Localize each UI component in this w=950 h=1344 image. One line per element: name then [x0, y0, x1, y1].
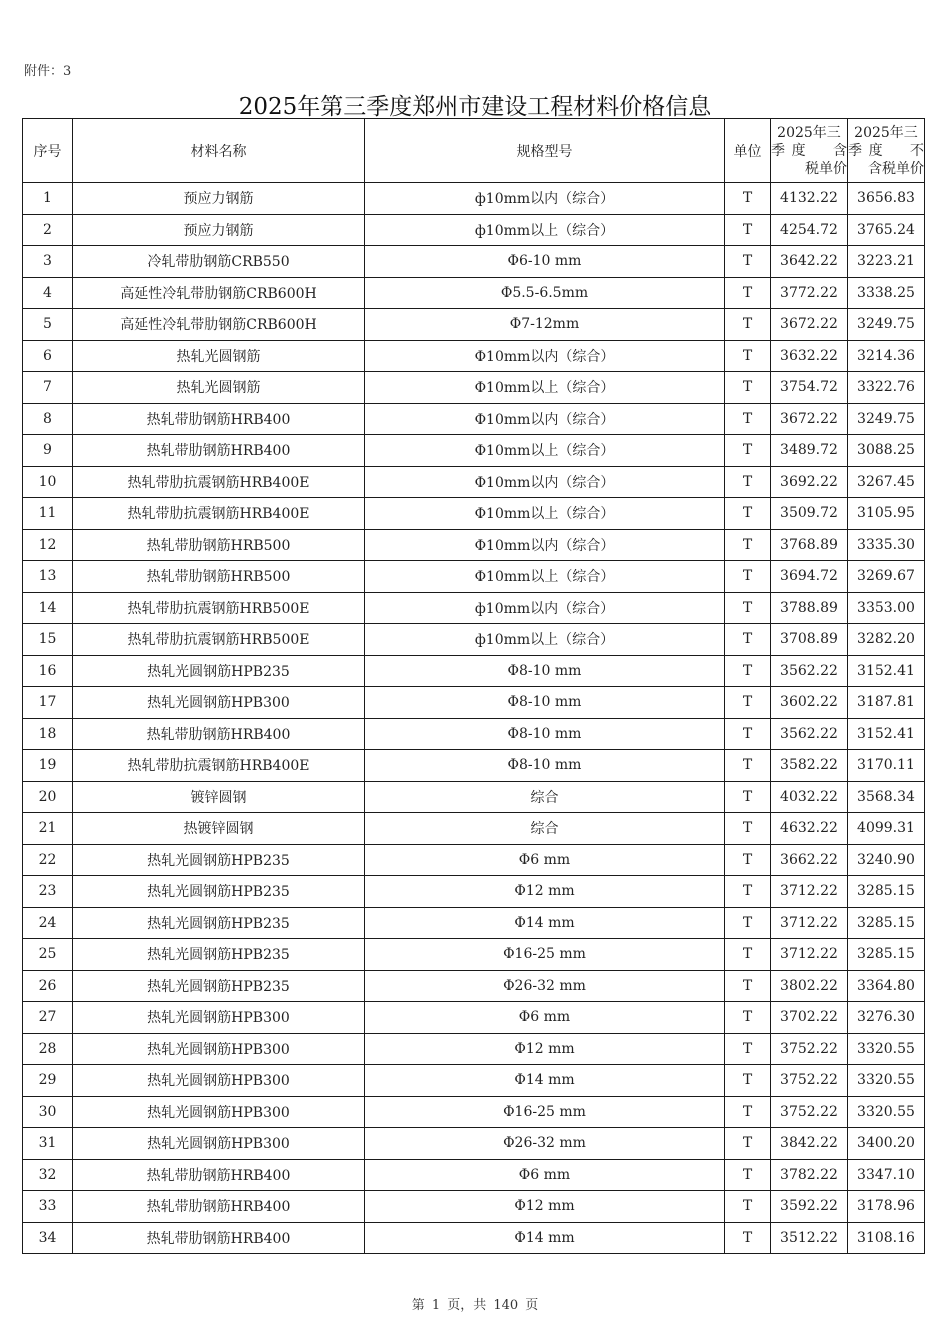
cell-index: 14 [23, 592, 73, 624]
cell-price-tax-excluded: 3223.21 [848, 246, 925, 278]
cell-unit: T [725, 1159, 771, 1191]
table-row [23, 876, 925, 908]
cell-unit: T [725, 561, 771, 593]
cell-material-name: 热轧光圆钢筋HPB300 [73, 1096, 365, 1128]
cell-price-tax-included: 3788.89 [771, 592, 848, 624]
table-row [23, 1002, 925, 1034]
cell-price-tax-excluded: 3088.25 [848, 435, 925, 467]
cell-spec: Φ26-32 mm [365, 1128, 725, 1160]
cell-spec: Φ14 mm [365, 907, 725, 939]
cell-index: 28 [23, 1033, 73, 1065]
cell-material-name: 热轧光圆钢筋HPB235 [73, 844, 365, 876]
cell-price-tax-included: 3712.22 [771, 876, 848, 908]
cell-price-tax-excluded: 3335.30 [848, 529, 925, 561]
cell-spec: Φ10mm以内（综合） [365, 529, 725, 561]
cell-spec: Φ6-10 mm [365, 246, 725, 278]
cell-spec: Φ12 mm [365, 876, 725, 908]
table-row [23, 1222, 925, 1254]
cell-spec: Φ8-10 mm [365, 687, 725, 719]
cell-price-tax-excluded: 4099.31 [848, 813, 925, 845]
cell-index: 9 [23, 435, 73, 467]
header-price-notax-line1: 2025年三 [854, 124, 918, 141]
cell-index: 5 [23, 309, 73, 341]
cell-material-name: 高延性冷轧带肋钢筋CRB600H [73, 277, 365, 309]
cell-index: 8 [23, 403, 73, 435]
cell-index: 10 [23, 466, 73, 498]
table-row [23, 403, 925, 435]
cell-price-tax-included: 3752.22 [771, 1033, 848, 1065]
cell-material-name: 热轧光圆钢筋HPB235 [73, 655, 365, 687]
cell-price-tax-excluded: 3285.15 [848, 876, 925, 908]
cell-material-name: 热轧光圆钢筋HPB235 [73, 907, 365, 939]
cell-spec: Φ6 mm [365, 1002, 725, 1034]
header-unit: 单位 [725, 119, 771, 183]
cell-unit: T [725, 876, 771, 908]
cell-index: 15 [23, 624, 73, 656]
header-price-tax-line1: 2025年三 [777, 124, 841, 141]
cell-price-tax-included: 3672.22 [771, 309, 848, 341]
cell-price-tax-excluded: 3282.20 [848, 624, 925, 656]
cell-unit: T [725, 246, 771, 278]
cell-unit: T [725, 309, 771, 341]
cell-price-tax-included: 4032.22 [771, 781, 848, 813]
cell-price-tax-included: 3712.22 [771, 939, 848, 971]
table-row [23, 624, 925, 656]
cell-price-tax-included: 3754.72 [771, 372, 848, 404]
cell-price-tax-included: 3642.22 [771, 246, 848, 278]
cell-price-tax-included: 3512.22 [771, 1222, 848, 1254]
cell-unit: T [725, 939, 771, 971]
cell-price-tax-included: 3712.22 [771, 907, 848, 939]
cell-unit: T [725, 183, 771, 215]
cell-spec: Φ6 mm [365, 844, 725, 876]
cell-spec: Φ10mm以上（综合） [365, 372, 725, 404]
table-row [23, 1065, 925, 1097]
cell-price-tax-included: 3602.22 [771, 687, 848, 719]
cell-unit: T [725, 372, 771, 404]
cell-index: 32 [23, 1159, 73, 1191]
cell-index: 24 [23, 907, 73, 939]
cell-material-name: 高延性冷轧带肋钢筋CRB600H [73, 309, 365, 341]
table-row [23, 655, 925, 687]
cell-material-name: 热轧光圆钢筋HPB300 [73, 687, 365, 719]
page-number: 第 1 页，共 140 页 [411, 1298, 539, 1313]
cell-price-tax-included: 3562.22 [771, 718, 848, 750]
table-row [23, 1128, 925, 1160]
cell-spec: Φ7-12mm [365, 309, 725, 341]
cell-index: 18 [23, 718, 73, 750]
cell-price-tax-included: 3632.22 [771, 340, 848, 372]
table-header-row [23, 119, 925, 183]
table-row [23, 1159, 925, 1191]
cell-unit: T [725, 687, 771, 719]
cell-index: 20 [23, 781, 73, 813]
cell-spec: ф10mm以上（综合） [365, 624, 725, 656]
cell-spec: Φ16-25 mm [365, 939, 725, 971]
cell-price-tax-excluded: 3765.24 [848, 214, 925, 246]
attachment-label: 附件：3 [24, 64, 72, 79]
table-row [23, 277, 925, 309]
cell-unit: T [725, 970, 771, 1002]
cell-unit: T [725, 277, 771, 309]
cell-index: 11 [23, 498, 73, 530]
table-row [23, 498, 925, 530]
table-row [23, 561, 925, 593]
cell-price-tax-excluded: 3152.41 [848, 718, 925, 750]
cell-spec: ф10mm以上（综合） [365, 214, 725, 246]
cell-unit: T [725, 403, 771, 435]
cell-price-tax-excluded: 3214.36 [848, 340, 925, 372]
table-row [23, 970, 925, 1002]
header-price-tax-line2: 季度 含 [771, 142, 847, 159]
cell-material-name: 热轧光圆钢筋HPB300 [73, 1033, 365, 1065]
cell-price-tax-included: 4254.72 [771, 214, 848, 246]
table-row [23, 1096, 925, 1128]
cell-unit: T [725, 340, 771, 372]
table-row [23, 781, 925, 813]
cell-spec: ф10mm以内（综合） [365, 183, 725, 215]
cell-price-tax-excluded: 3364.80 [848, 970, 925, 1002]
cell-index: 33 [23, 1191, 73, 1223]
cell-spec: Φ10mm以上（综合） [365, 435, 725, 467]
cell-unit: T [725, 655, 771, 687]
cell-index: 29 [23, 1065, 73, 1097]
cell-spec: ф10mm以内（综合） [365, 592, 725, 624]
cell-price-tax-included: 3752.22 [771, 1096, 848, 1128]
cell-price-tax-excluded: 3320.55 [848, 1033, 925, 1065]
cell-price-tax-included: 3752.22 [771, 1065, 848, 1097]
cell-unit: T [725, 844, 771, 876]
cell-price-tax-excluded: 3285.15 [848, 939, 925, 971]
cell-material-name: 热轧带肋钢筋HRB400 [73, 435, 365, 467]
cell-price-tax-excluded: 3400.20 [848, 1128, 925, 1160]
cell-index: 25 [23, 939, 73, 971]
cell-spec: Φ10mm以内（综合） [365, 403, 725, 435]
cell-index: 13 [23, 561, 73, 593]
cell-unit: T [725, 1033, 771, 1065]
cell-unit: T [725, 592, 771, 624]
cell-unit: T [725, 781, 771, 813]
table-row [23, 309, 925, 341]
cell-index: 22 [23, 844, 73, 876]
cell-index: 19 [23, 750, 73, 782]
cell-price-tax-excluded: 3108.16 [848, 1222, 925, 1254]
cell-price-tax-included: 3582.22 [771, 750, 848, 782]
cell-material-name: 热轧带肋钢筋HRB400 [73, 403, 365, 435]
cell-unit: T [725, 435, 771, 467]
cell-unit: T [725, 813, 771, 845]
cell-price-tax-included: 3768.89 [771, 529, 848, 561]
cell-material-name: 热轧带肋钢筋HRB400 [73, 1159, 365, 1191]
table-row [23, 214, 925, 246]
cell-price-tax-excluded: 3320.55 [848, 1065, 925, 1097]
cell-material-name: 热轧带肋抗震钢筋HRB400E [73, 750, 365, 782]
cell-spec: Φ12 mm [365, 1191, 725, 1223]
header-price-notax-line3: 含税单价 [868, 160, 924, 177]
cell-price-tax-excluded: 3322.76 [848, 372, 925, 404]
table-row [23, 466, 925, 498]
cell-price-tax-included: 4132.22 [771, 183, 848, 215]
cell-unit: T [725, 750, 771, 782]
cell-material-name: 热轧带肋抗震钢筋HRB500E [73, 592, 365, 624]
cell-index: 31 [23, 1128, 73, 1160]
cell-unit: T [725, 907, 771, 939]
cell-price-tax-included: 3702.22 [771, 1002, 848, 1034]
header-material-name: 材料名称 [73, 119, 365, 183]
cell-material-name: 热轧带肋抗震钢筋HRB400E [73, 466, 365, 498]
cell-material-name: 热轧带肋抗震钢筋HRB500E [73, 624, 365, 656]
cell-unit: T [725, 1128, 771, 1160]
cell-price-tax-included: 3802.22 [771, 970, 848, 1002]
table-row [23, 340, 925, 372]
cell-index: 3 [23, 246, 73, 278]
cell-material-name: 热轧带肋钢筋HRB400 [73, 718, 365, 750]
cell-unit: T [725, 214, 771, 246]
cell-index: 27 [23, 1002, 73, 1034]
table-body [23, 183, 925, 1254]
cell-index: 7 [23, 372, 73, 404]
header-price-tax-excluded [848, 119, 925, 183]
cell-price-tax-excluded: 3656.83 [848, 183, 925, 215]
cell-price-tax-included: 3694.72 [771, 561, 848, 593]
cell-spec: Φ10mm以内（综合） [365, 466, 725, 498]
cell-material-name: 预应力钢筋 [73, 214, 365, 246]
cell-material-name: 热轧带肋钢筋HRB500 [73, 561, 365, 593]
cell-material-name: 镀锌圆钢 [73, 781, 365, 813]
cell-price-tax-included: 3489.72 [771, 435, 848, 467]
cell-index: 23 [23, 876, 73, 908]
cell-index: 12 [23, 529, 73, 561]
cell-material-name: 热轧光圆钢筋HPB235 [73, 970, 365, 1002]
cell-index: 16 [23, 655, 73, 687]
cell-material-name: 热轧带肋钢筋HRB400 [73, 1222, 365, 1254]
table-row [23, 246, 925, 278]
table-row [23, 813, 925, 845]
cell-material-name: 预应力钢筋 [73, 183, 365, 215]
cell-price-tax-excluded: 3105.95 [848, 498, 925, 530]
cell-price-tax-excluded: 3320.55 [848, 1096, 925, 1128]
cell-price-tax-excluded: 3347.10 [848, 1159, 925, 1191]
cell-price-tax-excluded: 3249.75 [848, 403, 925, 435]
cell-index: 1 [23, 183, 73, 215]
cell-unit: T [725, 1002, 771, 1034]
cell-unit: T [725, 498, 771, 530]
header-price-tax-included [771, 119, 848, 183]
cell-unit: T [725, 718, 771, 750]
cell-material-name: 热轧光圆钢筋 [73, 372, 365, 404]
cell-index: 2 [23, 214, 73, 246]
cell-material-name: 热轧带肋抗震钢筋HRB400E [73, 498, 365, 530]
cell-material-name: 热轧光圆钢筋HPB235 [73, 939, 365, 971]
cell-material-name: 热轧光圆钢筋 [73, 340, 365, 372]
cell-spec: Φ10mm以内（综合） [365, 340, 725, 372]
header-spec: 规格型号 [365, 119, 725, 183]
page-title: 2025年第三季度郑州市建设工程材料价格信息 [238, 94, 712, 120]
cell-unit: T [725, 529, 771, 561]
cell-price-tax-included: 4632.22 [771, 813, 848, 845]
cell-spec: Φ8-10 mm [365, 718, 725, 750]
cell-price-tax-included: 3782.22 [771, 1159, 848, 1191]
cell-price-tax-excluded: 3267.45 [848, 466, 925, 498]
cell-material-name: 热轧光圆钢筋HPB300 [73, 1002, 365, 1034]
cell-price-tax-included: 3772.22 [771, 277, 848, 309]
cell-index: 34 [23, 1222, 73, 1254]
table-row [23, 183, 925, 215]
table-row [23, 907, 925, 939]
cell-unit: T [725, 466, 771, 498]
table-row [23, 372, 925, 404]
table-row [23, 592, 925, 624]
cell-spec: Φ5.5-6.5mm [365, 277, 725, 309]
table-row [23, 435, 925, 467]
cell-spec: Φ10mm以上（综合） [365, 498, 725, 530]
cell-price-tax-included: 3672.22 [771, 403, 848, 435]
table-row [23, 844, 925, 876]
cell-price-tax-excluded: 3353.00 [848, 592, 925, 624]
cell-price-tax-excluded: 3276.30 [848, 1002, 925, 1034]
cell-unit: T [725, 624, 771, 656]
price-table [22, 118, 925, 1254]
cell-unit: T [725, 1065, 771, 1097]
cell-material-name: 热轧带肋钢筋HRB400 [73, 1191, 365, 1223]
cell-price-tax-included: 3592.22 [771, 1191, 848, 1223]
cell-material-name: 热轧光圆钢筋HPB300 [73, 1128, 365, 1160]
cell-price-tax-included: 3708.89 [771, 624, 848, 656]
cell-price-tax-excluded: 3152.41 [848, 655, 925, 687]
cell-price-tax-excluded: 3249.75 [848, 309, 925, 341]
cell-material-name: 热镀锌圆钢 [73, 813, 365, 845]
cell-spec: Φ6 mm [365, 1159, 725, 1191]
cell-unit: T [725, 1096, 771, 1128]
cell-spec: 综合 [365, 813, 725, 845]
cell-index: 4 [23, 277, 73, 309]
cell-price-tax-excluded: 3187.81 [848, 687, 925, 719]
cell-price-tax-excluded: 3568.34 [848, 781, 925, 813]
cell-spec: Φ10mm以上（综合） [365, 561, 725, 593]
cell-spec: Φ12 mm [365, 1033, 725, 1065]
cell-price-tax-excluded: 3170.11 [848, 750, 925, 782]
cell-index: 17 [23, 687, 73, 719]
cell-material-name: 热轧光圆钢筋HPB300 [73, 1065, 365, 1097]
cell-price-tax-included: 3692.22 [771, 466, 848, 498]
cell-spec: Φ8-10 mm [365, 750, 725, 782]
table-row [23, 718, 925, 750]
cell-price-tax-included: 3662.22 [771, 844, 848, 876]
cell-index: 6 [23, 340, 73, 372]
cell-price-tax-excluded: 3285.15 [848, 907, 925, 939]
cell-spec: Φ14 mm [365, 1222, 725, 1254]
cell-spec: Φ14 mm [365, 1065, 725, 1097]
cell-price-tax-excluded: 3338.25 [848, 277, 925, 309]
cell-price-tax-included: 3562.22 [771, 655, 848, 687]
cell-spec: Φ8-10 mm [365, 655, 725, 687]
cell-price-tax-excluded: 3240.90 [848, 844, 925, 876]
header-index: 序号 [23, 119, 73, 183]
cell-index: 26 [23, 970, 73, 1002]
cell-material-name: 冷轧带肋钢筋CRB550 [73, 246, 365, 278]
cell-spec: Φ16-25 mm [365, 1096, 725, 1128]
cell-price-tax-excluded: 3178.96 [848, 1191, 925, 1223]
cell-unit: T [725, 1191, 771, 1223]
cell-unit: T [725, 1222, 771, 1254]
table-row [23, 687, 925, 719]
table-row [23, 750, 925, 782]
header-price-notax-line2: 季度 不 [848, 142, 924, 159]
table-row [23, 939, 925, 971]
cell-index: 30 [23, 1096, 73, 1128]
header-price-tax-line3: 税单价 [805, 160, 847, 177]
cell-price-tax-excluded: 3269.67 [848, 561, 925, 593]
cell-material-name: 热轧光圆钢筋HPB235 [73, 876, 365, 908]
cell-spec: Φ26-32 mm [365, 970, 725, 1002]
table-row [23, 1033, 925, 1065]
cell-spec: 综合 [365, 781, 725, 813]
table-row [23, 1191, 925, 1223]
cell-index: 21 [23, 813, 73, 845]
cell-price-tax-included: 3842.22 [771, 1128, 848, 1160]
cell-price-tax-included: 3509.72 [771, 498, 848, 530]
cell-material-name: 热轧带肋钢筋HRB500 [73, 529, 365, 561]
table-row [23, 529, 925, 561]
